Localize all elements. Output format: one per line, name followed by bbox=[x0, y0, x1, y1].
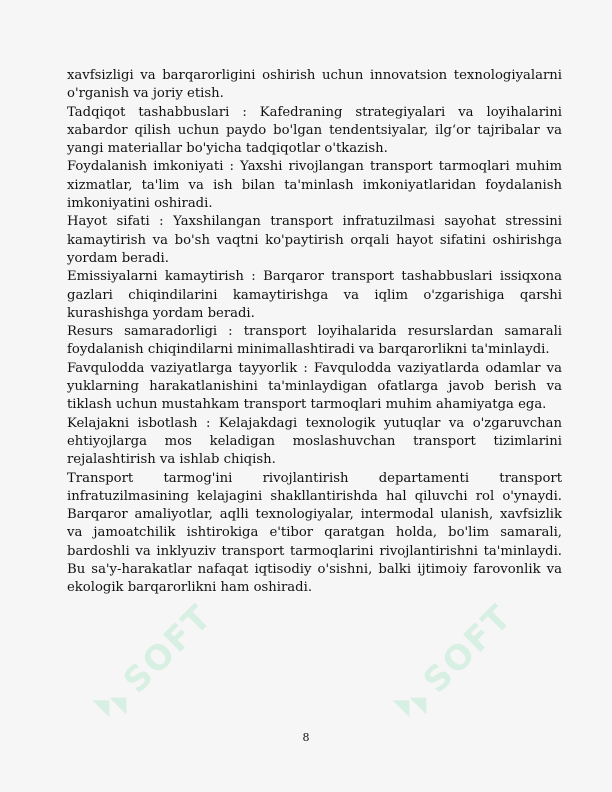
paragraph: Tadqiqot tashabbuslari : Kafedraning strategiyalari va loyihalarini xabardor qilish uchun paydo bo'lgan tendentsiyalar, ilg‘or tajribalar va yangi materiallar bo'yicha tadqiqotlar o'tkazish. bbox=[67, 104, 562, 157]
paragraph: Favqulodda vaziyatlarga tayyorlik : Favqulodda vaziyatlarda odamlar va yuklarning harakatlanishini ta'minlaydigan ofatlarga javob berish va tiklash uchun mustahkam transport tarmoqlari muhim ahamiyatga ega. bbox=[67, 360, 562, 413]
page-number: 8 bbox=[302, 731, 310, 744]
paragraph: Hayot sifati : Yaxshilangan transport infratuzilmasi sayohat stressini kamaytirish va bo'sh vaqtni ko'paytirish orqali hayot sifatini oshirishga yordam beradi. bbox=[67, 214, 562, 266]
watermark-text: SOFT bbox=[115, 596, 221, 702]
watermark bbox=[85, 594, 222, 731]
document-body bbox=[67, 67, 562, 598]
paragraph: Foydalanish imkoniyati : Yaxshi rivojlangan transport tarmoqlari muhim xizmatlar, ta'lim va ish bilan ta'minlash imkoniyatlaridan foydalanish imkoniyatini oshiradi. bbox=[67, 159, 562, 212]
watermark-logo-icon bbox=[385, 675, 442, 732]
paragraph: Kelajakni isbotlash : Kelajakdagi texnologik yutuqlar va o'zgaruvchan ehtiyojlarga mos keladigan moslashuvchan transport tizimlarini rejalashtirish va ishlab chiqish. bbox=[67, 415, 562, 468]
paragraph: Transport tarmog'ini rivojlantirish departamenti transport infratuzilmasining kelajagini shakllantirishda hal qiluvchi rol o'ynaydi. Barqaror amaliyotlar, aqlli texnologiyalar, intermodal ulanish, xavfsizlik va jamoatchilik ishtirokiga e'tibor qaratgan holda, bo'lim samarali, bardoshli va inklyuziv transport tarmoqlarini rivojlantirishni ta'minlaydi. Bu sa'y-harakatlar nafaqat iqtisodiy o'sishni, balki ijtimoiy farovonlik va ekologik barqarorlikni ham oshiradi. bbox=[67, 470, 562, 596]
paragraph: Emissiyalarni kamaytirish : Barqaror transport tashabbuslari issiqxona gazlari chiqindilarini kamaytirishga va iqlim o'zgarishiga qarshi kurashishga yordam beradi. bbox=[67, 269, 562, 321]
watermark bbox=[385, 594, 522, 731]
paragraph: Resurs samaradorligi : transport loyihalarida resurslardan samarali foydalanish chiqindilarni minimallashtiradi va barqarorlikni ta'minlaydi. bbox=[67, 324, 562, 358]
paragraph: xavfsizligi va barqarorligini oshirish uchun innovatsion texnologiyalarni o'rganish va joriy etish. bbox=[67, 68, 562, 102]
watermark-logo-icon bbox=[85, 675, 142, 732]
watermark-text: SOFT bbox=[415, 596, 521, 702]
